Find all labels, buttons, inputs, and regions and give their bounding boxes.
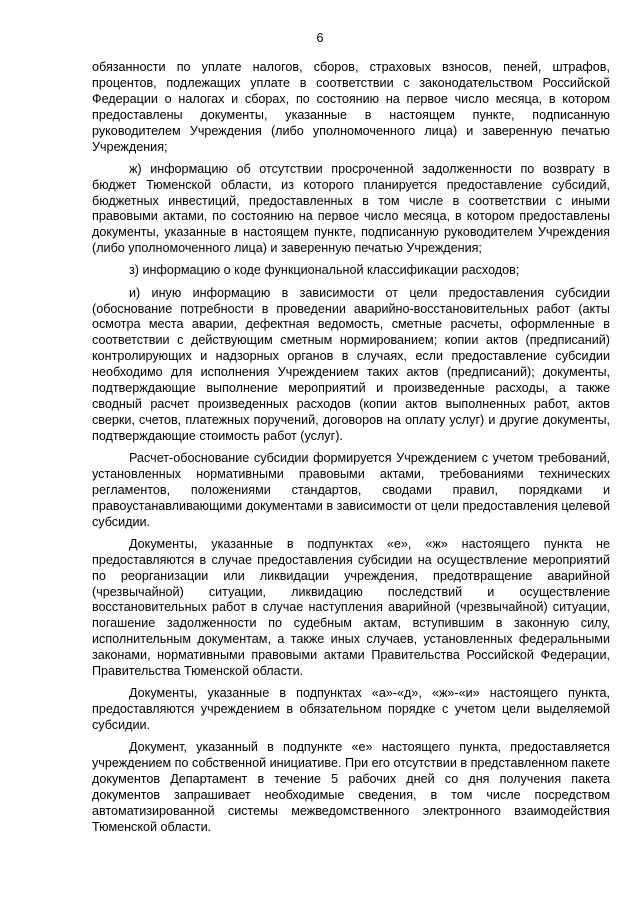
- paragraph-optional-document: Документ, указанный в подпункте «е» настоящего пункта, предоставляется учреждением по собственной инициативе. При его отсутствии в представленном пакете документов Департамент в течение 5 рабочих дней со дня получения пакета документов запрашивает необходимые сведения, в том числе посредством автоматизированной системы межведомственного электронного взаимодействия Тюменской области.: [92, 740, 610, 834]
- paragraph-item-z: з) информацию о коде функциональной классификации расходов;: [129, 263, 520, 278]
- document-body: [92, 60, 610, 842]
- paragraph-mandatory-documents: Документы, указанные в подпунктах «а»-«д», «ж»-«и» настоящего пункта, предоставляются учреждением в обязательном порядке с учетом цели выделяемой субсидии.: [92, 686, 610, 733]
- page-number: 6: [316, 31, 324, 45]
- paragraph-item-zh: ж) информацию об отсутствии просроченной задолженности по возврату в бюджет Тюменской области, из которого планируется предоставление субсидий, бюджетных инвестиций, предоставленных в том числе в соответствии с иными правовыми актами, по состоянию на первое число месяца, в котором предоставлены документы, указанные в настоящем пункте, подписанную руководителем Учреждения (либо уполномоченного лица) и заверенную печатью Учреждения;: [92, 161, 610, 256]
- paragraph-continuation: обязанности по уплате налогов, сборов, страховых взносов, пеней, штрафов, процентов, подлежащих уплате в соответствии с законодательством Российской Федерации о налогах и сборах, по состоянию на первое число месяца, в котором предоставлены документы, указанные в настоящем пункте, подписанную руководителем Учреждения (либо уполномоченного лица) и заверенную печатью Учреждения;: [92, 60, 610, 154]
- paragraph-calculation-justification: Расчет-обоснование субсидии формируется Учреждением с учетом требований, установленных нормативными правовыми актами, требованиями технических регламентов, положениями стандартов, сводами правил, порядками и правоустанавливающими документами в зависимости от цели предоставления целевой субсидии.: [92, 451, 610, 529]
- paragraph-exceptions: Документы, указанные в подпунктах «е», «ж» настоящего пункта не предоставляются в случае предоставления субсидии на осуществление мероприятий по реорганизации или ликвидации учреждения, предотвращение аварийной (чрезвычайной) ситуации, ликвидацию последствий и осуществление восстановительных работ в случае наступления аварийной (чрезвычайной) ситуации, погашение задолженности по судебным актам, вступившим в законную силу, исполнительным документам, а также иных случаев, установленных федеральными законами, нормативными правовыми актами Правительства Российской Федерации, Правительства Тюменской области.: [92, 536, 610, 679]
- paragraph-item-i: и) иную информацию в зависимости от цели предоставления субсидии (обоснование потребности в проведении аварийно-восстановительных работ (акты осмотра места аварии, дефектная ведомость, сметные расчеты, оформленные в соответствии с действующим сметным нормированием; копии актов (предписаний) контролирующих и надзорных органов в случаях, если предоставление субсидии необходимо для исполнения Учреждением таких актов (предписаний); документы, подтверждающие выполнение мероприятий и произведенные расходы, а также сводный расчет произведенных расходов (копии актов выполненных работ, актов сверки, счетов, платежных поручений, договоров на оплату услуг) и другие документы, подтверждающие стоимость работ (услуг).: [92, 285, 610, 443]
